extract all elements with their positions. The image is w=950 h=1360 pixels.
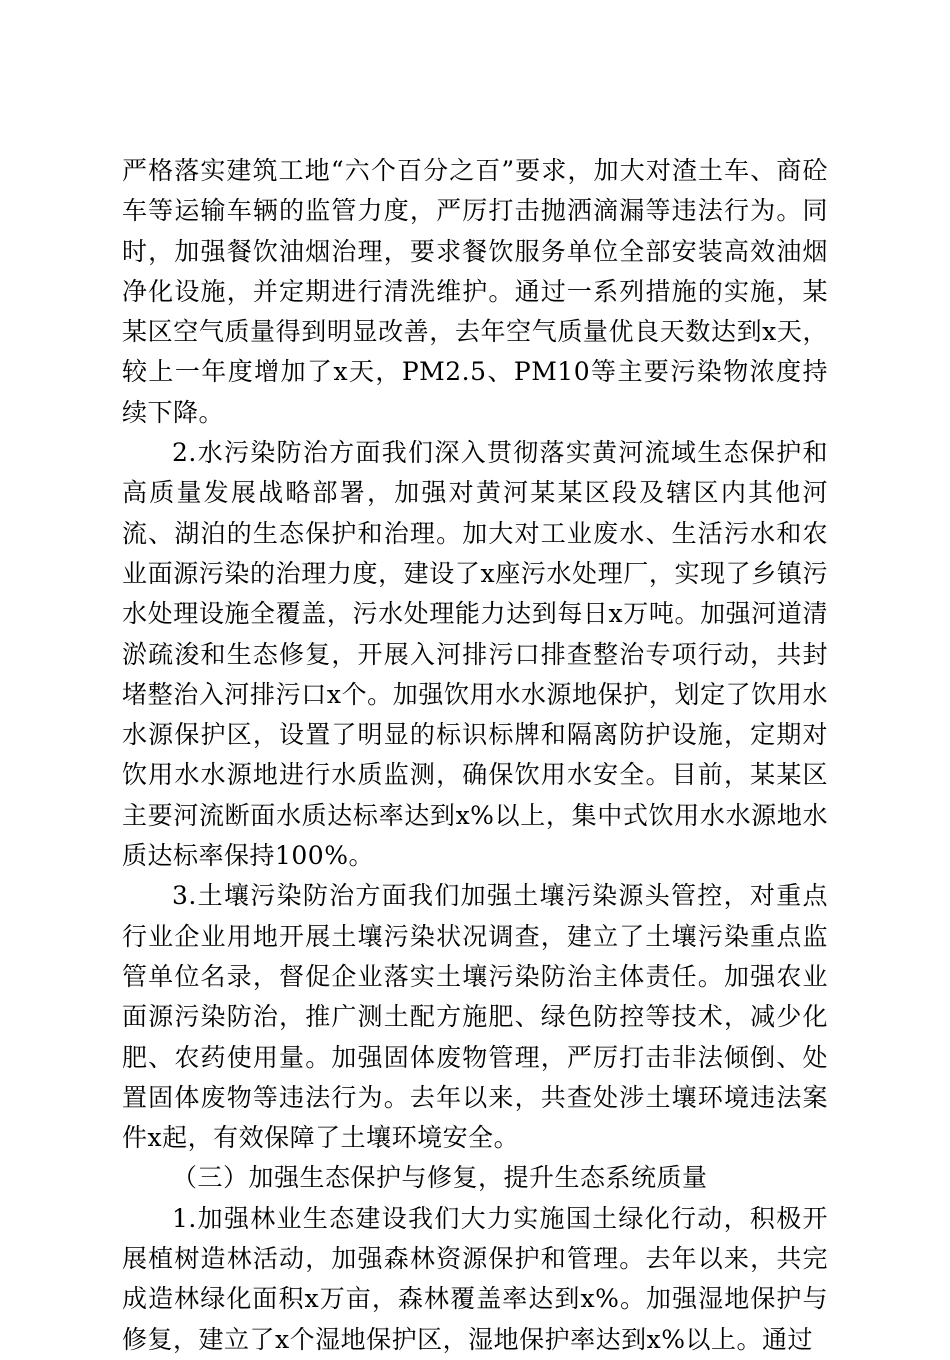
paragraph-forestry: 1.加强林业生态建设我们大力实施国土绿化行动，积极开展植树造林活动，加强森林资源保护和管理。去年以来，共完成造林绿化面积x万亩，森林覆盖率达到x%。加强湿地保护与修复，建立了x个湿地保护区，湿地保护率达到x%以上。通过 <box>122 1203 828 1354</box>
section-heading-ecological-protection: （三）加强生态保护与修复，提升生态系统质量 <box>172 1163 708 1193</box>
paragraph-water-pollution: 2.水污染防治方面我们深入贯彻落实黄河流域生态保护和高质量发展战略部署，加强对黄河某某区段及辖区内其他河流、湖泊的生态保护和治理。加大对工业废水、生活污水和农业面源污染的治理力度，建设了x座污水处理厂，实现了乡镇污水处理设施全覆盖，污水处理能力达到每日x万吨。加强河道清淤疏浚和生态修复，开展入河排污口排查整治专项行动，共封堵整治入河排污口x个。加强饮用水水源地保护，划定了饮用水水源保护区，设置了明显的标识标牌和隔离防护设施，定期对饮用水水源地进行水质监测，确保饮用水安全。目前，某某区主要河流断面水质达标率达到x%以上，集中式饮用水水源地水质达标率保持100%。 <box>122 438 828 871</box>
paragraph-soil-pollution: 3.土壤污染防治方面我们加强土壤污染源头管控，对重点行业企业用地开展土壤污染状况调查，建立了土壤污染重点监管单位名录，督促企业落实土壤污染防治主体责任。加强农业面源污染防治，推广测土配方施肥、绿色防控等技术，减少化肥、农药使用量。加强固体废物管理，严厉打击非法倾倒、处置固体废物等违法行为。去年以来，共查处涉土壤环境违法案件x起，有效保障了土壤环境安全。 <box>122 881 828 1153</box>
document-body <box>122 151 828 1360</box>
paragraph-air-pollution-continued: 严格落实建筑工地“六个百分之百”要求，加大对渣土车、商砼车等运输车辆的监管力度，严厉打击抛洒滴漏等违法行为。同时，加强餐饮油烟治理，要求餐饮服务单位全部安装高效油烟净化设施，并定期进行清洗维护。通过一系列措施的实施，某某区空气质量得到明显改善，去年空气质量优良天数达到x天，较上一年度增加了x天，PM2.5、PM10等主要污染物浓度持续下降。 <box>122 156 828 427</box>
